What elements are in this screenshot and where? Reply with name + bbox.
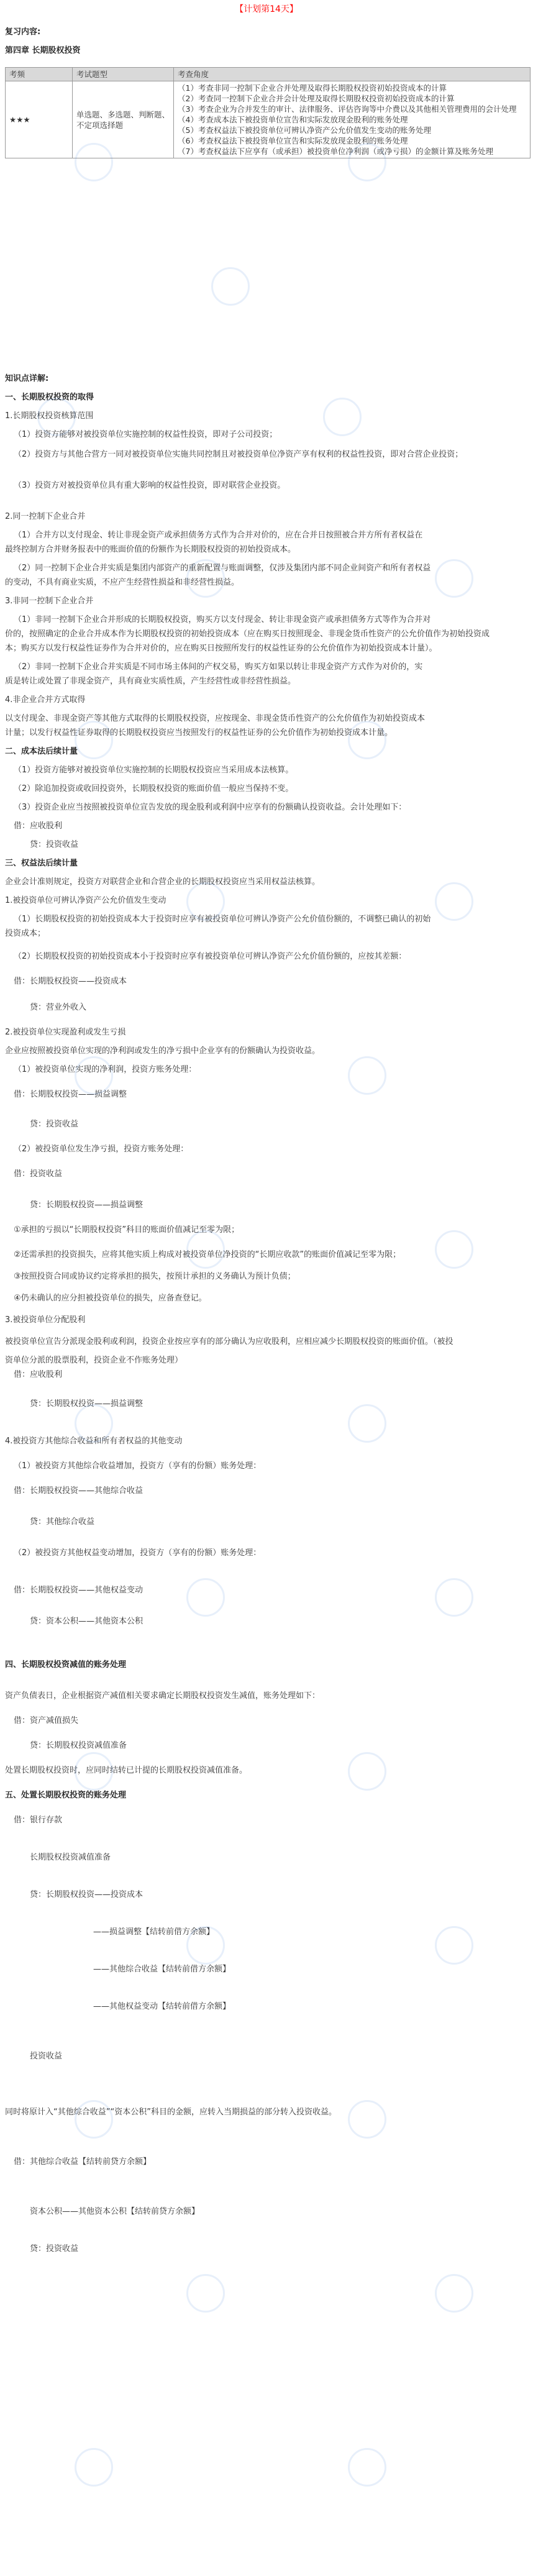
- body-line: （1）合并方以支付现金、转让非现金资产或承担债务方式作为合并对价的，应在合并日按照被合并方所有者权益在: [14, 531, 423, 540]
- watermark-seal-icon: [75, 1404, 113, 1443]
- watermark-seal-icon: [75, 721, 113, 759]
- body-line: ②还需承担的投资损失，应将其他实质上构成对被投资单位净投资的“长期应收款”的账面价值减记至零为限；: [14, 1250, 401, 1259]
- body-line: 企业应按照被投资单位实现的净利润或发生的净亏损中企业享有的份额确认为投资收益。: [5, 1046, 321, 1056]
- body-line: 价的，按照确定的企业合并成本作为长期股权投资的初始投资成本（应在购买日按照现金、非现金货币性资产的公允价值作为初始投资成: [5, 629, 490, 639]
- body-line: ④仍未确认的应分担被投资单位的损失，应备查登记。: [14, 1294, 207, 1303]
- watermark-seal-icon: [348, 2448, 386, 2487]
- body-line: 处置长期股权投资时，应同时结转已计提的长期股权投资减值准备。: [5, 1766, 248, 1775]
- body-line: （1）被投资方其他综合收益增加，投资方（享有的份额）账务处理：: [14, 1461, 262, 1471]
- angle-item: （7）考查权益法下应享有（或承担）被投资单位净利润（或净亏损）的金额计算及账务处理: [178, 147, 493, 156]
- body-line: 2.被投资单位实现盈利或发生亏损: [5, 1028, 126, 1037]
- watermark-seal-icon: [75, 2448, 113, 2487]
- watermark-seal-icon: [435, 1926, 473, 1965]
- watermark-seal-icon: [435, 1578, 473, 1617]
- watermark-stamp: [37, 398, 112, 472]
- watermark-stamp: [348, 1752, 422, 1827]
- watermark-stamp: [348, 721, 422, 795]
- body-line: （2）同一控制下企业合并实质是集团内部资产的重新配置与账面调整，仅涉及集团内部不同企业间资产和所有者权益: [14, 564, 431, 573]
- body-line: 1.长期股权投资核算范围: [5, 411, 94, 421]
- watermark-stamp: [348, 143, 422, 217]
- watermark-stamp: [186, 2274, 261, 2349]
- watermark-stamp: [186, 559, 261, 634]
- body-line: （3）投资企业应当按照被投资单位宣告发放的现金股利或利润中应享有的份额确认投资收益。会计处理如下：: [14, 803, 407, 812]
- body-line: 4.被投资方其他综合收益和所有者权益的其他变动: [5, 1436, 183, 1446]
- question-types: 单选题、多选题、判断题、不定项选择题: [73, 81, 174, 158]
- body-line: （2）除追加投资或收回投资外，长期股权投资的账面价值一般应当保持不变。: [14, 784, 294, 793]
- review-label: 复习内容:: [5, 27, 41, 37]
- watermark-seal-icon: [75, 2100, 113, 2139]
- angle-item: （2）考查同一控制下企业合并会计处理及取得长期股权投资初始投资成本的计算: [178, 94, 455, 103]
- body-line: 借：应收股利: [14, 1370, 63, 1379]
- body-line: 贷：长期股权投资——投资成本: [30, 1890, 144, 1899]
- header-question-type: 考试题型: [73, 68, 174, 81]
- body-line: （2）长期股权投资的初始投资成本小于投资时应享有被投资单位可辨认净资产公允价值份额的，应按其差额：: [14, 952, 407, 961]
- section-heading: 四、长期股权投资减值的账务处理: [5, 1660, 127, 1669]
- body-line: ——损益调整【结转前借方余额】: [93, 1927, 215, 1937]
- watermark-stamp: [75, 1404, 149, 1479]
- watermark-stamp: [186, 1926, 261, 2001]
- body-line: 借：银行存款: [14, 1816, 63, 1825]
- watermark-seal-icon: [75, 1752, 113, 1791]
- plan-day-title: 【计划第14天】: [235, 4, 298, 14]
- body-line: （1）投资方能够对被投资单位实施控制的长期股权投资应当采用成本法核算。: [14, 765, 294, 775]
- watermark-stamp: [348, 2448, 422, 2523]
- body-line: 质是转让或处置了非现金资产，具有商业实质性质，产生经营性或非经营性损益。: [5, 677, 296, 686]
- body-line: 2.同一控制下企业合并: [5, 512, 86, 521]
- watermark-seal-icon: [348, 1752, 386, 1791]
- watermark-seal-icon: [186, 1230, 225, 1269]
- body-line: 以支付现金、非现金资产等其他方式取得的长期股权投资，应按现金、非现金货币性资产的公允价值作为初始投资成本: [5, 714, 426, 723]
- watermark-stamp: [435, 1578, 509, 1653]
- watermark-seal-icon: [186, 1578, 225, 1617]
- body-line: 本；购买方以发行权益性证券作为合并对价的，应在购买日按照所发行的权益性证券的公允价值作为初始投资成本计量）。: [5, 644, 437, 653]
- section-heading: 二、成本法后续计量: [5, 747, 78, 756]
- watermark-stamp: [186, 1578, 261, 1653]
- body-line: ——其他权益变动【结转前借方余额】: [93, 2002, 231, 2011]
- body-line: 计量；以发行权益性证券取得的长期股权投资应当按照发行的权益性证券的公允价值作为初始投资成本计量。: [5, 728, 393, 738]
- watermark-stamp: [75, 2100, 149, 2175]
- angle-item: （4）考查成本法下被投资单位宣告和实际发放现金股利的账务处理: [178, 115, 408, 124]
- watermark-stamp: [75, 143, 149, 217]
- watermark-seal-icon: [348, 1056, 386, 1095]
- section-heading: 一、长期股权投资的取得: [5, 393, 94, 402]
- angle-item: （1）考查非同一控制下企业合并处理及取得长期股权投资初始投资成本的计算: [178, 83, 447, 93]
- watermark-seal-icon: [323, 398, 362, 436]
- body-line: 贷：资本公积——其他资本公积: [30, 1617, 144, 1626]
- body-line: 资单位分派的股票股利，投资企业不作账务处理）: [5, 1356, 183, 1365]
- frequency-stars: ★★★: [6, 81, 73, 158]
- watermark-stamp: [348, 1056, 422, 1131]
- watermark-stamp: [186, 1230, 261, 1305]
- body-line: （3）投资方对被投资单位具有重大影响的权益性投资，即对联营企业投资。: [14, 481, 286, 490]
- watermark-seal-icon: [435, 882, 473, 921]
- body-line: 投资收益: [30, 2052, 63, 2061]
- watermark-seal-icon: [186, 1926, 225, 1965]
- chapter-title: 第四章 长期股权投资: [5, 46, 81, 55]
- body-line: ③按照投资合同或协议约定将承担的损失，按预计承担的义务确认为预计负债；: [14, 1272, 296, 1281]
- body-line: 最终控制方合并财务报表中的账面价值的份额作为长期股权投资的初始投资成本。: [5, 545, 296, 554]
- watermark-stamp: [75, 1752, 149, 1827]
- watermark-seal-icon: [348, 2100, 386, 2139]
- watermark-seal-icon: [348, 721, 386, 759]
- watermark-stamp: [435, 559, 509, 634]
- watermark-seal-icon: [435, 2274, 473, 2313]
- watermark-stamp: [323, 398, 398, 472]
- body-line: 借：长期股权投资——其他综合收益: [14, 1486, 144, 1496]
- watermark-seal-icon: [186, 559, 225, 598]
- watermark-stamp: [75, 721, 149, 795]
- watermark-stamp: [435, 2274, 509, 2349]
- watermark-stamp: [75, 2448, 149, 2523]
- watermark-stamp: [435, 1926, 509, 2001]
- body-line: 知识点详解:: [5, 374, 49, 383]
- body-line: 贷：投资收益: [30, 840, 79, 849]
- watermark-stamp: [186, 882, 261, 957]
- body-line: 3.非同一控制下企业合并: [5, 596, 94, 606]
- body-line: 被投资单位宣告分派现金股利或利润，投资企业按应享有的部分确认为应收股利，应相应减少长期股权投资的账面价值。（被投: [5, 1337, 453, 1346]
- watermark-seal-icon: [348, 1404, 386, 1443]
- section-heading: 五、处置长期股权投资的账务处理: [5, 1791, 127, 1800]
- watermark-seal-icon: [435, 1230, 473, 1269]
- watermark-seal-icon: [186, 2274, 225, 2313]
- body-line: （2）非同一控制下企业合并实质是不同市场主体间的产权交易，购买方如果以转让非现金资产方式作为对价的，实: [14, 662, 423, 672]
- body-line: 企业会计准则规定，投资方对联营企业和合营企业的长期股权投资应当采用权益法核算。: [5, 877, 321, 887]
- body-line: （1）非同一控制下企业合并形成的长期股权投资，购买方以支付现金、转让非现金资产或承担债务方式等作为合并对: [14, 615, 431, 624]
- body-line: 同时将原计入“其他综合收益”“资本公积”科目的金额，应转入当期损益的部分转入投资收益。: [5, 2108, 337, 2117]
- watermark-stamp: [211, 267, 286, 342]
- watermark-seal-icon: [435, 559, 473, 598]
- body-line: （1）投资方能够对被投资单位实施控制的权益性投资，即对子公司投资；: [14, 430, 278, 439]
- body-line: （1）长期股权投资的初始投资成本大于投资时应享有被投资单位可辨认净资产公允价值份额的，不调整已确认的初始: [14, 915, 431, 924]
- watermark-stamp: [75, 1056, 149, 1131]
- body-line: 1.被投资单位可辨认净资产公允价值发生变动: [5, 896, 166, 905]
- angle-item: （6）考查权益法下被投资单位宣告和实际发放现金股利的账务处理: [178, 136, 408, 145]
- body-line: 借：长期股权投资——其他权益变动: [14, 1586, 144, 1595]
- body-line: （1）被投资单位实现的净利润，投资方账务处理：: [14, 1065, 197, 1074]
- watermark-seal-icon: [348, 143, 386, 181]
- header-angle: 考查角度: [174, 68, 531, 81]
- angle-item: （3）考查企业为合并发生的审计、法律服务、评估咨询等中介费以及其他相关管理费用的会计处理: [178, 104, 517, 114]
- body-line: 借：投资收益: [14, 1169, 63, 1179]
- watermark-stamp: [348, 1404, 422, 1479]
- body-line: 贷：其他综合收益: [30, 1517, 95, 1527]
- body-line: 借：资产减值损失: [14, 1716, 79, 1725]
- body-line: 借：其他综合收益【结转前贷方余额】: [14, 2157, 152, 2167]
- body-line: 贷：长期股权投资减值准备: [30, 1741, 127, 1750]
- table-header-row: [6, 68, 531, 81]
- body-line: 资本公积——其他资本公积【结转前贷方余额】: [30, 2207, 200, 2216]
- body-line: 借：长期股权投资——投资成本: [14, 977, 127, 986]
- body-line: 贷：营业外收入: [30, 1003, 87, 1012]
- body-line: 长期股权投资减值准备: [30, 1853, 111, 1862]
- body-line: （2）被投资方其他权益变动增加，投资方（享有的份额）账务处理：: [14, 1548, 262, 1558]
- body-line: 贷：长期股权投资——损益调整: [30, 1399, 144, 1409]
- body-line: 4.非企业合并方式取得: [5, 695, 86, 705]
- body-line: ——其他综合收益【结转前借方余额】: [93, 1965, 231, 1974]
- header-frequency: 考频: [6, 68, 73, 81]
- watermark-stamp: [435, 1230, 509, 1305]
- body-line: ①承担的亏损以“长期股权投资”科目的账面价值减记至零为限；: [14, 1225, 240, 1235]
- watermark-stamp: [435, 882, 509, 957]
- body-line: 贷：长期股权投资——损益调整: [30, 1200, 144, 1210]
- section-heading: 三、权益法后续计量: [5, 859, 78, 868]
- watermark-seal-icon: [37, 398, 76, 436]
- body-line: （2）被投资单位发生净亏损，投资方账务处理：: [14, 1144, 189, 1154]
- body-line: 借：长期股权投资——损益调整: [14, 1090, 127, 1099]
- body-line: 的变动，不具有商业实质，不应产生经营性损益和非经营性损益。: [5, 578, 240, 587]
- watermark-seal-icon: [75, 1056, 113, 1095]
- body-line: 贷：投资收益: [30, 1120, 79, 1129]
- body-line: 投资成本；: [5, 929, 46, 938]
- watermark-seal-icon: [75, 143, 113, 181]
- watermark-seal-icon: [211, 267, 250, 306]
- angle-item: （5）考查权益法下被投资单位可辨认净资产公允价值发生变动的账务处理: [178, 126, 431, 135]
- watermark-stamp: [348, 2100, 422, 2175]
- body-line: 借：应收股利: [14, 821, 63, 831]
- body-line: 3.被投资单位分配股利: [5, 1315, 86, 1325]
- body-line: 贷：投资收益: [30, 2244, 79, 2254]
- watermark-seal-icon: [186, 882, 225, 921]
- body-line: （2）投资方与其他合营方一同对被投资单位实施共同控制且对被投资单位净资产享有权利的权益性投资，即对合营企业投资；: [14, 450, 463, 459]
- body-line: 资产负债表日，企业根据资产减值相关要求确定长期股权投资发生减值，账务处理如下：: [5, 1691, 321, 1701]
